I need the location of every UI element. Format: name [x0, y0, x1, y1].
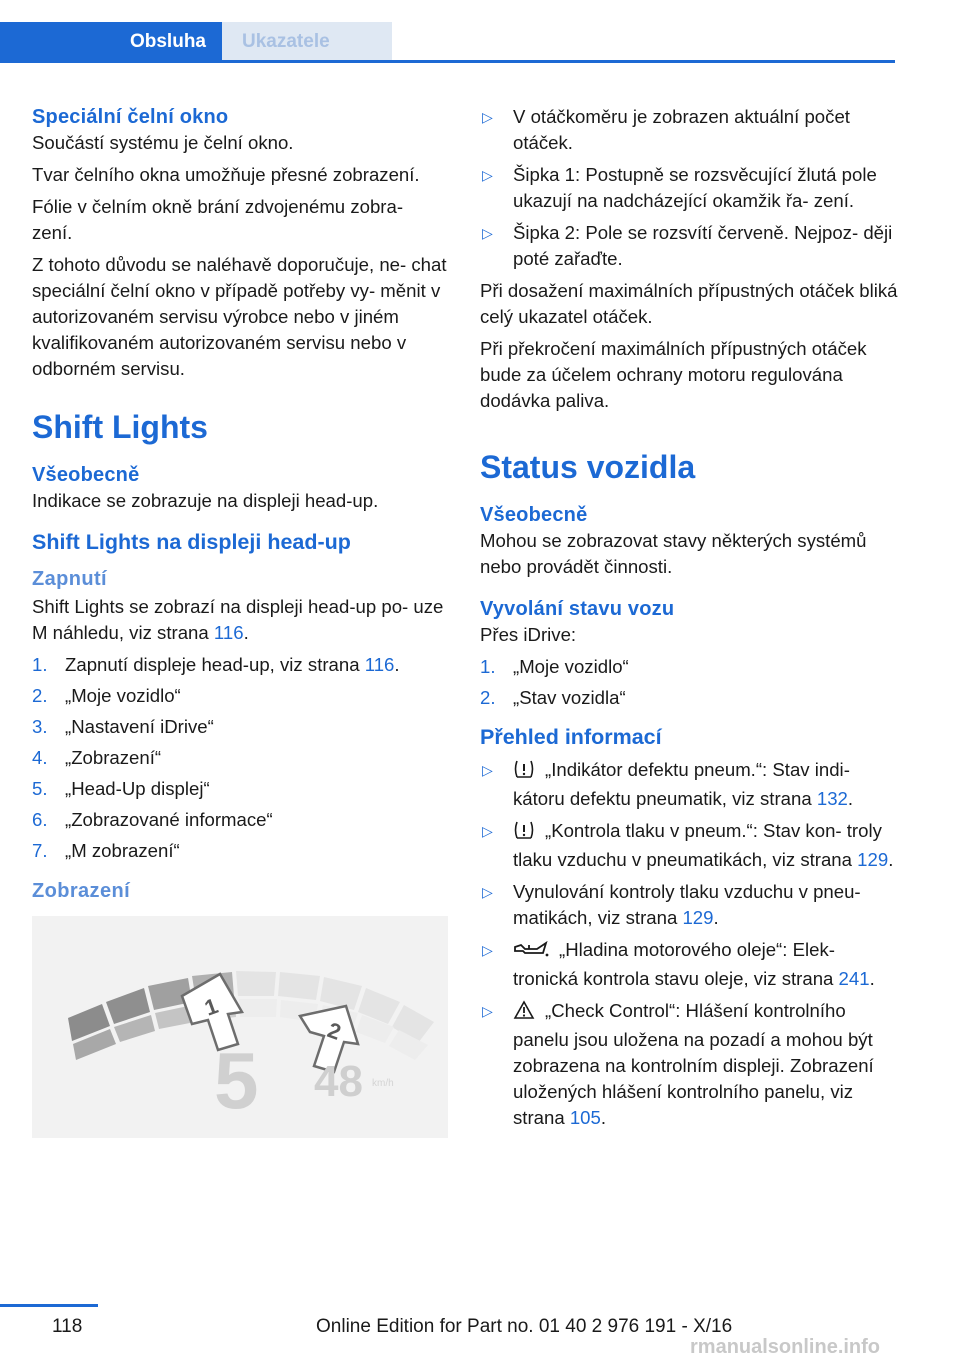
svg-text:2: 2: [324, 1017, 345, 1045]
page-link[interactable]: 129: [857, 849, 889, 870]
list-item: 5. „Head-Up displej“: [32, 778, 210, 799]
oil-can-icon: [513, 939, 549, 966]
paragraph: Při překročení maximálních přípustných otáček bude za účelem ochrany motoru regulována dodávka paliva.: [480, 338, 867, 411]
list-item: 2. „Moje vozidlo“: [32, 685, 181, 706]
list-item: 3. „Nastavení iDrive“: [32, 716, 214, 737]
page-link[interactable]: 129: [682, 907, 714, 928]
hud-gear: 5: [214, 1036, 259, 1125]
edition-note: Online Edition for Part no. 01 40 2 976 191 - X/16: [316, 1316, 733, 1337]
general-heading: Všeobecně: [32, 464, 140, 486]
svg-text:1: 1: [201, 993, 222, 1021]
list-item: 1. „Moje vozidlo“: [480, 656, 629, 677]
hud-illustration: [32, 916, 448, 1138]
tab-obsluha[interactable]: Obsluha: [0, 22, 222, 62]
hud-speed-unit: km/h: [372, 1078, 394, 1089]
paragraph: Přes iDrive:: [480, 624, 577, 645]
special-windshield-heading: Speciální čelní okno: [32, 106, 229, 128]
list-item: 7. „M zobrazení“: [32, 840, 180, 861]
page-link[interactable]: 116: [213, 622, 244, 643]
paragraph: Při dosažení maximálních přípustných otáček bliká celý ukazatel otáček.: [480, 280, 898, 327]
page-link[interactable]: 105: [569, 1107, 601, 1128]
steps-list: [32, 652, 448, 864]
call-status-heading: Vyvolání stavu vozu: [480, 598, 675, 620]
call-steps-list: [480, 654, 898, 711]
page-link[interactable]: 241: [838, 968, 870, 989]
info-list: [480, 757, 898, 1131]
chapter-header: [0, 22, 895, 62]
left-column: [32, 104, 448, 1138]
tab-ukazatele[interactable]: Ukazatele: [222, 22, 392, 60]
list-item: 4. „Zobrazení“: [32, 747, 162, 768]
page-link[interactable]: 132: [816, 788, 848, 809]
general-heading: Všeobecně: [480, 504, 588, 526]
list-item: ▷ „Indikátor defektu pneum.“: Stav indi‐ kátoru defektu pneumatik, viz strana 132.: [482, 759, 854, 809]
overview-heading: Přehled informací: [480, 725, 662, 749]
hud-speed: 48: [314, 1057, 363, 1106]
shift-lights-heading: Shift Lights: [32, 409, 208, 445]
list-item: 1. Zapnutí displeje head-up, viz strana 116.: [32, 654, 400, 675]
switch-on-heading: Zapnutí: [32, 568, 108, 590]
list-item: ▷ „Check Control“: Hlášení kontrolního panelu jsou uložena na pozadí a mohou být zobrazena na kontrolním displeji. Zobrazení uložených hlášení kontrolního panelu, viz strana 105.: [482, 1000, 874, 1128]
list-item: ▷ Šipka 2: Pole se rozsvítí červeně. Nejpoz‐ ději poté zařaďte.: [482, 222, 893, 269]
paragraph: Součástí systému je čelní okno.: [32, 132, 294, 153]
list-item: ▷ Šipka 1: Postupně se rozsvěcující žlutá pole ukazují na nadcházející okamžik řa‐ zení.: [482, 164, 877, 211]
list-item: ▷ „Kontrola tlaku v pneum.“: Stav kon‐ troly tlaku vzduchu v pneumatikách, viz strana 129.: [482, 820, 894, 870]
header-rule: [0, 60, 895, 63]
paragraph: Mohou se zobrazovat stavy některých systémů nebo provádět činnosti.: [480, 530, 867, 577]
list-item: ▷ V otáčkoměru je zobrazen aktuální počet otáček.: [482, 106, 850, 153]
status-heading: Status vozidla: [480, 449, 696, 485]
watermark: rmanualsonline.info: [690, 1336, 881, 1358]
warning-triangle-icon: [513, 1000, 535, 1027]
list-item: ▷ „Hladina motorového oleje“: Elek‐ tronická kontrola stavu oleje, viz strana 241.: [482, 939, 875, 989]
paragraph: Tvar čelního okna umožňuje přesné zobrazení.: [32, 164, 420, 185]
display-heading: Zobrazení: [32, 880, 131, 902]
page-number: 118: [52, 1316, 83, 1337]
tire-pressure-icon: [513, 820, 535, 847]
list-item: 2. „Stav vozidla“: [480, 687, 626, 708]
tire-pressure-icon: [513, 759, 535, 786]
page-link[interactable]: 116: [364, 654, 395, 675]
list-item: ▷ Vynulování kontroly tlaku vzduchu v pneu‐ matikách, viz strana 129.: [482, 881, 861, 928]
paragraph: Z tohoto důvodu se naléhavě doporučuje, ne‐ chat speciální čelní okno v případě potřeby vy‐ měnit v autorizovaném servisu výrobce nebo v jiném kvalifikovaném autorizovaném servisu nebo v odborném servisu.: [32, 254, 447, 379]
paragraph: Indikace se zobrazuje na displeji head-up.: [32, 490, 379, 511]
paragraph: Fólie v čelním okně brání zdvojenému zobra‐ zení.: [32, 196, 404, 243]
right-column: [480, 104, 898, 1137]
hud-shift-lights-heading: Shift Lights na displeji head-up: [32, 530, 351, 554]
hud-graphic: [32, 916, 448, 1138]
paragraph: Shift Lights se zobrazí na displeji head-up po‐ uze M náhledu, viz strana 116.: [32, 596, 444, 643]
bullet-list: [480, 104, 898, 272]
list-item: 6. „Zobrazované informace“: [32, 809, 273, 830]
footer-rule: [0, 1304, 98, 1307]
